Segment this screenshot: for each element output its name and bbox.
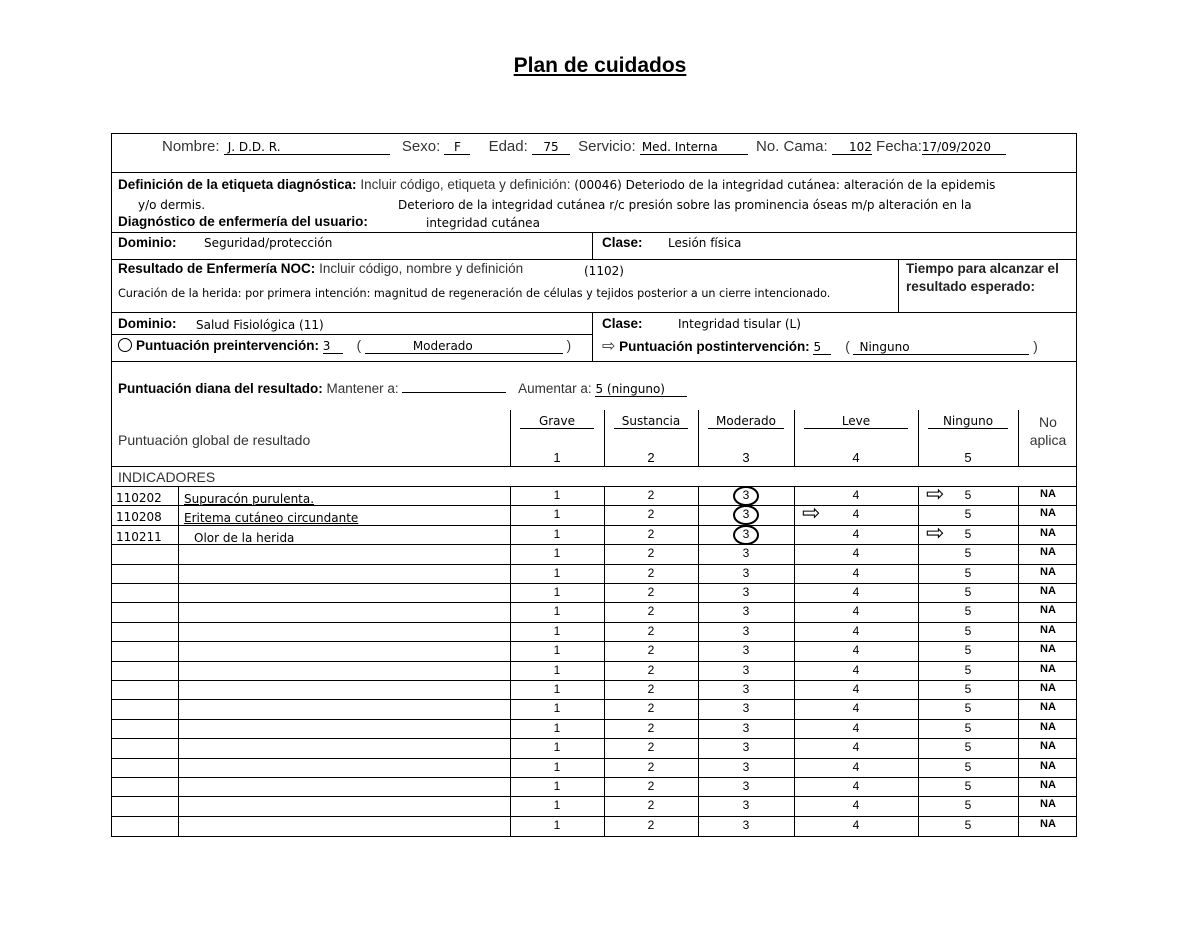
score-cell[interactable]: 2 — [647, 720, 655, 735]
definicion-text-2: y/o dermis. — [138, 198, 206, 212]
na-cell[interactable]: NA — [1040, 720, 1056, 733]
na-cell[interactable]: NA — [1040, 682, 1056, 694]
scale-col-grave: Grave — [520, 414, 594, 429]
indicator-name: Supuracón purulenta. — [184, 492, 315, 506]
score-cell[interactable]: 1 — [553, 682, 561, 696]
score-cell[interactable]: 4 — [852, 565, 860, 580]
score-cell[interactable]: 1 — [553, 585, 561, 599]
score-cell[interactable]: 1 — [553, 817, 561, 832]
pre-score-desc[interactable]: Moderado — [365, 339, 563, 354]
score-cell[interactable]: 3 — [742, 526, 750, 541]
post-score-label: Puntuación postintervención: — [619, 339, 810, 354]
na-cell[interactable]: NA — [1040, 662, 1056, 675]
pre-score-line — [118, 338, 571, 354]
no-aplica-label-2: aplica — [1029, 432, 1067, 448]
pre-score-label: Puntuación preintervención: — [136, 338, 320, 353]
servicio-field[interactable]: Med. Interna — [640, 140, 748, 155]
score-cell[interactable]: 5 — [964, 565, 972, 580]
pre-score-circle — [733, 525, 759, 545]
score-cell[interactable]: 1 — [553, 720, 561, 735]
post-open-paren: ( — [845, 339, 850, 354]
score-cell[interactable]: 5 — [964, 701, 972, 716]
aumentar-field[interactable]: 5 (ninguno) — [595, 382, 687, 397]
page-title: Plan de cuidados — [513, 54, 687, 77]
score-cell[interactable]: 2 — [647, 604, 655, 619]
scale-col-number: 2 — [647, 450, 655, 465]
score-cell[interactable]: 3 — [742, 623, 750, 638]
table-row — [112, 817, 1076, 836]
score-cell[interactable]: 5 — [964, 740, 972, 755]
post-score-desc[interactable]: Ninguno — [853, 340, 1029, 355]
arrow-right-icon: ⇨ — [926, 481, 945, 506]
scale-col-sustancia: Sustancia — [614, 414, 688, 429]
score-cell[interactable]: 5 — [964, 682, 972, 696]
nombre-field[interactable]: J. D.D. R. — [224, 140, 390, 155]
scale-col-number: 3 — [742, 450, 750, 465]
score-cell[interactable]: 2 — [647, 740, 655, 755]
score-cell[interactable]: 4 — [852, 798, 860, 813]
diana-line — [118, 379, 687, 397]
score-cell[interactable]: 4 — [852, 507, 860, 522]
post-close-paren: ) — [1033, 339, 1038, 354]
score-cell[interactable]: 3 — [742, 643, 750, 658]
na-cell[interactable]: NA — [1040, 526, 1056, 539]
definicion-line — [118, 177, 995, 192]
definicion-label: Definición de la etiqueta diagnóstica: — [118, 177, 357, 192]
score-cell[interactable]: 3 — [742, 507, 750, 522]
indicator-code: 110211 — [116, 529, 162, 544]
score-cell[interactable]: 3 — [742, 565, 750, 580]
na-cell[interactable]: NA — [1040, 604, 1056, 617]
scale-col-number: 1 — [553, 450, 561, 465]
score-cell[interactable]: 2 — [647, 565, 655, 580]
score-cell[interactable]: 3 — [742, 682, 750, 696]
table-row — [112, 481, 1076, 506]
arrow-right-icon: ⇨ — [602, 338, 616, 355]
score-cell[interactable]: 5 — [964, 623, 972, 638]
pre-score-circle — [733, 486, 759, 506]
dominio-2-label: Dominio: — [118, 316, 177, 331]
score-cell[interactable]: 1 — [553, 740, 561, 755]
score-cell[interactable]: 1 — [553, 526, 561, 541]
clase-2-value: Integridad tisular (L) — [678, 317, 801, 331]
tiempo-label-1: Tiempo para alcanzar el — [906, 261, 1059, 276]
score-cell[interactable]: 1 — [553, 604, 561, 619]
score-cell[interactable]: 4 — [852, 585, 860, 599]
score-cell[interactable]: 1 — [553, 546, 561, 561]
score-cell[interactable]: 5 — [964, 488, 972, 502]
score-cell[interactable]: 2 — [647, 623, 655, 638]
fecha-label: Fecha: — [876, 138, 922, 155]
table-row — [112, 584, 1076, 603]
care-plan-form — [111, 133, 1077, 436]
definicion-text-3: Deterioro de la integridad cutánea r/c presión sobre las prominencia óseas m/p alteración en la — [398, 198, 972, 212]
na-cell[interactable]: NA — [1040, 798, 1056, 811]
score-cell[interactable]: 1 — [553, 488, 561, 502]
score-cell[interactable]: 3 — [742, 817, 750, 832]
score-cell[interactable]: 5 — [964, 720, 972, 735]
na-cell[interactable]: NA — [1040, 759, 1056, 772]
scale-col-leve: Leve — [804, 414, 908, 429]
noc-definition: Curación de la herida: por primera intención: magnitud de regeneración de células y tejidos posterior a un cierre intencionado. — [118, 287, 831, 300]
score-cell[interactable]: 2 — [647, 507, 655, 522]
noc-line — [118, 261, 523, 276]
score-cell[interactable]: 5 — [964, 662, 972, 677]
na-cell[interactable]: NA — [1040, 817, 1056, 830]
pre-score-circle — [733, 505, 759, 525]
na-cell[interactable]: NA — [1040, 546, 1056, 559]
score-cell[interactable]: 2 — [647, 585, 655, 599]
edad-label: Edad: — [488, 138, 528, 155]
table-row — [112, 681, 1076, 700]
indicator-code: 110208 — [116, 510, 162, 525]
score-cell[interactable]: 2 — [647, 682, 655, 696]
sexo-field[interactable]: F — [444, 140, 470, 155]
indicators-table — [111, 410, 1077, 837]
na-cell[interactable]: NA — [1040, 585, 1056, 597]
score-cell[interactable]: 5 — [964, 507, 972, 522]
arrow-right-icon: ⇨ — [802, 500, 821, 526]
score-cell[interactable]: 2 — [647, 798, 655, 813]
definicion-hint: Incluir código, etiqueta y definición: — [360, 177, 571, 192]
indicator-name: Eritema cutáneo circundante — [184, 511, 359, 526]
score-cell[interactable]: 1 — [553, 623, 561, 638]
table-row — [112, 545, 1076, 564]
score-cell[interactable]: 4 — [852, 488, 860, 502]
score-cell[interactable]: 1 — [553, 507, 561, 522]
score-cell[interactable]: 1 — [553, 565, 561, 580]
pre-score-value[interactable]: 3 — [323, 339, 343, 354]
score-cell[interactable]: 4 — [852, 740, 860, 755]
diagnostico-label: Diagnóstico de enfermería del usuario: — [118, 214, 368, 229]
noc-hint: Incluir código, nombre y definición — [319, 261, 524, 276]
clase-label: Clase: — [602, 235, 643, 250]
na-cell[interactable]: NA — [1040, 565, 1056, 578]
scale-col-ninguno: Ninguno — [928, 414, 1008, 429]
mantener-field[interactable] — [402, 379, 506, 393]
scale-col-moderado: Moderado — [708, 414, 784, 429]
table-row — [112, 759, 1076, 778]
na-cell[interactable]: NA — [1040, 488, 1056, 500]
score-cell[interactable]: 3 — [742, 720, 750, 735]
cama-label: No. Cama: — [756, 138, 828, 155]
score-cell[interactable]: 4 — [852, 817, 860, 832]
aumentar-label: Aumentar a: — [518, 381, 592, 396]
diagnostico-text: integridad cutánea — [426, 216, 540, 230]
na-cell[interactable]: NA — [1040, 701, 1056, 714]
score-cell[interactable]: 3 — [742, 488, 750, 502]
table-row — [112, 739, 1076, 758]
servicio-label: Servicio: — [578, 138, 636, 155]
score-cell[interactable]: 2 — [647, 643, 655, 658]
pre-open-paren: ( — [356, 338, 362, 353]
table-row — [112, 720, 1076, 739]
table-row — [112, 623, 1076, 642]
table-row — [112, 603, 1076, 622]
score-cell[interactable]: 3 — [742, 779, 750, 793]
indicadores-label: INDICADORES — [118, 469, 216, 485]
score-cell[interactable]: 3 — [742, 759, 750, 774]
score-cell[interactable]: 3 — [742, 604, 750, 619]
score-cell[interactable]: 5 — [964, 585, 972, 599]
global-score-label: Puntuación global de resultado — [118, 432, 311, 448]
indicator-code: 110202 — [116, 491, 162, 505]
score-cell[interactable]: 4 — [852, 759, 860, 774]
na-cell[interactable]: NA — [1040, 507, 1056, 520]
score-cell[interactable]: 2 — [647, 546, 655, 561]
score-cell[interactable]: 1 — [553, 798, 561, 813]
table-row — [112, 797, 1076, 816]
score-cell[interactable]: 2 — [647, 662, 655, 677]
score-cell[interactable]: 5 — [964, 643, 972, 658]
score-cell[interactable]: 3 — [742, 585, 750, 599]
post-score-value[interactable]: 5 — [813, 340, 831, 355]
score-cell[interactable]: 2 — [647, 526, 655, 541]
pre-close-paren: ) — [566, 338, 572, 353]
score-cell[interactable]: 3 — [742, 701, 750, 716]
clase-value: Lesión física — [668, 236, 742, 250]
score-cell[interactable]: 3 — [742, 740, 750, 755]
score-cell[interactable]: 3 — [742, 798, 750, 813]
score-cell[interactable]: 4 — [852, 682, 860, 696]
na-cell[interactable]: NA — [1040, 623, 1056, 636]
scale-col-number: 4 — [852, 450, 860, 465]
table-row — [112, 519, 1076, 545]
table-row — [112, 565, 1076, 584]
dominio-label: Dominio: — [118, 235, 177, 250]
score-cell[interactable]: 5 — [964, 817, 972, 832]
score-cell[interactable]: 2 — [647, 701, 655, 716]
dominio-value: Seguridad/protección — [204, 236, 333, 250]
patient-info-row — [162, 138, 1006, 155]
score-cell[interactable]: 4 — [852, 720, 860, 735]
diana-label: Puntuación diana del resultado: — [118, 381, 323, 396]
nombre-label: Nombre: — [162, 138, 220, 155]
score-cell[interactable]: 5 — [964, 759, 972, 774]
mantener-label: Mantener a: — [326, 381, 399, 396]
score-cell[interactable]: 4 — [852, 604, 860, 619]
score-cell[interactable]: 4 — [852, 643, 860, 658]
score-cell[interactable]: 4 — [852, 662, 860, 677]
table-row — [112, 642, 1076, 661]
edad-field[interactable]: 75 — [532, 140, 570, 155]
table-row — [112, 662, 1076, 681]
sexo-label: Sexo: — [401, 138, 441, 155]
score-cell[interactable]: 3 — [742, 662, 750, 677]
indicator-name: Olor de la herida — [194, 530, 295, 545]
scale-col-number: 5 — [964, 450, 972, 465]
table-row — [112, 778, 1076, 797]
score-cell[interactable]: 4 — [852, 779, 860, 793]
score-cell[interactable]: 5 — [964, 604, 972, 619]
na-cell[interactable]: NA — [1040, 779, 1056, 791]
score-cell[interactable]: 5 — [964, 779, 972, 793]
noc-label: Resultado de Enfermería NOC: — [118, 261, 316, 276]
score-cell[interactable]: 5 — [964, 798, 972, 813]
clase-2-label: Clase: — [602, 316, 643, 331]
tiempo-label-2: resultado esperado: — [906, 279, 1036, 294]
cama-field[interactable]: 102 — [832, 140, 872, 155]
score-cell[interactable]: 1 — [553, 662, 561, 677]
no-aplica-label-1: No — [1039, 414, 1057, 430]
score-cell[interactable]: 1 — [553, 643, 561, 658]
arrow-right-icon: ⇨ — [926, 519, 945, 545]
fecha-field[interactable]: 17/09/2020 — [922, 140, 1006, 155]
score-cell[interactable]: 1 — [553, 779, 561, 793]
table-row — [112, 700, 1076, 719]
score-cell[interactable]: 2 — [647, 488, 655, 502]
definicion-text: (00046) Deteriodo de la integridad cutánea: alteración de la epidemis — [574, 178, 996, 192]
score-cell[interactable]: 5 — [964, 546, 972, 561]
score-cell[interactable]: 2 — [647, 759, 655, 774]
score-cell[interactable]: 4 — [852, 623, 860, 638]
score-cell[interactable]: 4 — [852, 701, 860, 716]
score-cell[interactable]: 5 — [964, 526, 972, 541]
score-cell[interactable]: 4 — [852, 546, 860, 561]
score-cell[interactable]: 1 — [553, 701, 561, 716]
score-cell[interactable]: 2 — [647, 817, 655, 832]
score-cell[interactable]: 1 — [553, 759, 561, 774]
na-cell[interactable]: NA — [1040, 643, 1056, 656]
score-cell[interactable]: 4 — [852, 526, 860, 541]
score-cell[interactable]: 2 — [647, 779, 655, 793]
score-cell[interactable]: 3 — [742, 546, 750, 561]
radio-icon[interactable] — [118, 338, 132, 352]
post-score-line — [602, 336, 1038, 356]
dominio-2-value: Salud Fisiológica (11) — [196, 318, 324, 332]
noc-code: (1102) — [584, 264, 624, 278]
na-cell[interactable]: NA — [1040, 740, 1056, 753]
